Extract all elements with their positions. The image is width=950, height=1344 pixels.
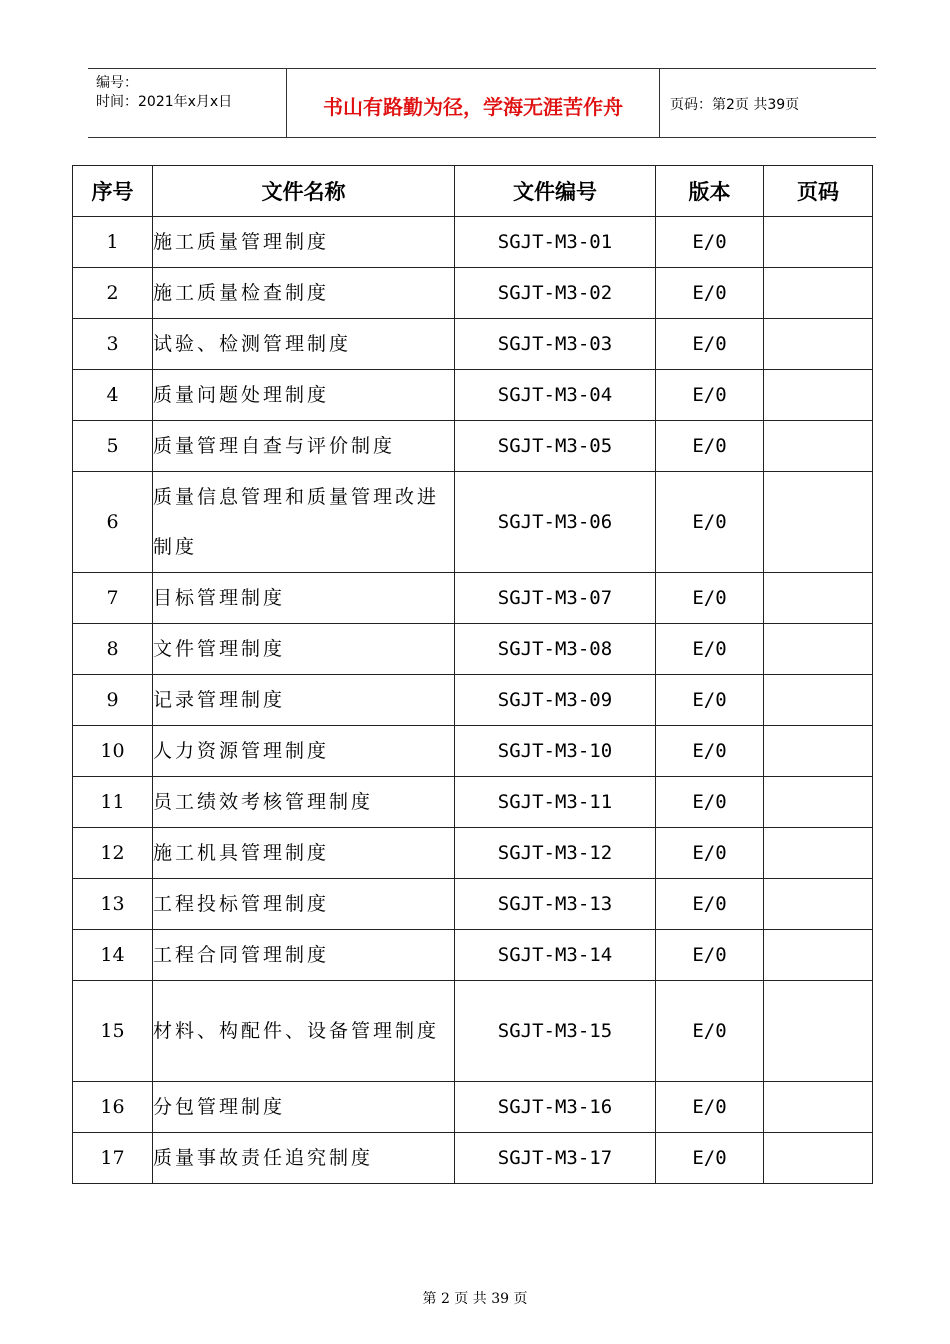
document-number-label: 编号： [96, 75, 138, 91]
row-file-code-cell: SGJT-M3-06 [455, 472, 656, 573]
column-header-version: 版本 [656, 166, 764, 217]
row-file-name-cell: 施工质量管理制度 [153, 217, 455, 268]
table-row [73, 573, 873, 624]
row-page-cell [764, 217, 873, 268]
row-version-cell: E/0 [656, 624, 764, 675]
column-header-file-name: 文件名称 [153, 166, 455, 217]
row-file-code-cell: SGJT-M3-01 [455, 217, 656, 268]
table-row [73, 624, 873, 675]
column-header-serial: 序号 [73, 166, 153, 217]
row-file-code-cell: SGJT-M3-10 [455, 726, 656, 777]
table-row [73, 675, 873, 726]
row-serial-cell: 5 [73, 421, 153, 472]
table-row [73, 981, 873, 1082]
row-file-code-cell: SGJT-M3-05 [455, 421, 656, 472]
header-motto: 书山有路勤为径，学海无涯苦作舟 [323, 95, 623, 119]
row-serial-cell: 8 [73, 624, 153, 675]
row-file-code-cell: SGJT-M3-15 [455, 981, 656, 1082]
row-serial-cell: 3 [73, 319, 153, 370]
table-row [73, 370, 873, 421]
row-version-cell: E/0 [656, 319, 764, 370]
row-serial-cell: 7 [73, 573, 153, 624]
row-version-cell: E/0 [656, 573, 764, 624]
table-row [73, 879, 873, 930]
header-meta-cell [88, 69, 287, 137]
table-body [73, 217, 873, 1184]
row-serial-cell: 2 [73, 268, 153, 319]
row-version-cell: E/0 [656, 675, 764, 726]
header-page-info: 页码：第2页 共39页 [670, 97, 800, 113]
row-file-code-cell: SGJT-M3-02 [455, 268, 656, 319]
document-time-label: 时间：2021年x月x日 [96, 94, 233, 110]
row-file-name-cell: 工程投标管理制度 [153, 879, 455, 930]
row-file-code-cell: SGJT-M3-12 [455, 828, 656, 879]
row-serial-cell: 17 [73, 1133, 153, 1184]
table-row [73, 1082, 873, 1133]
row-version-cell: E/0 [656, 879, 764, 930]
row-file-name-cell: 施工机具管理制度 [153, 828, 455, 879]
row-file-name-cell: 文件管理制度 [153, 624, 455, 675]
row-page-cell [764, 777, 873, 828]
row-file-name-cell: 材料、构配件、设备管理制度 [153, 981, 455, 1082]
row-version-cell: E/0 [656, 217, 764, 268]
row-serial-cell: 9 [73, 675, 153, 726]
row-file-name-cell: 施工质量检查制度 [153, 268, 455, 319]
row-file-code-cell: SGJT-M3-03 [455, 319, 656, 370]
row-file-name-cell: 分包管理制度 [153, 1082, 455, 1133]
row-file-name-cell: 质量管理自查与评价制度 [153, 421, 455, 472]
row-file-code-cell: SGJT-M3-17 [455, 1133, 656, 1184]
table-row [73, 1133, 873, 1184]
row-serial-cell: 13 [73, 879, 153, 930]
row-page-cell [764, 370, 873, 421]
table-row [73, 930, 873, 981]
column-header-page: 页码 [764, 166, 873, 217]
row-version-cell: E/0 [656, 930, 764, 981]
row-serial-cell: 1 [73, 217, 153, 268]
row-page-cell [764, 1133, 873, 1184]
row-page-cell [764, 726, 873, 777]
row-file-code-cell: SGJT-M3-16 [455, 1082, 656, 1133]
table-row [73, 319, 873, 370]
row-page-cell [764, 319, 873, 370]
table-row [73, 726, 873, 777]
row-version-cell: E/0 [656, 370, 764, 421]
row-page-cell [764, 1082, 873, 1133]
row-serial-cell: 6 [73, 472, 153, 573]
row-page-cell [764, 268, 873, 319]
row-page-cell [764, 675, 873, 726]
row-version-cell: E/0 [656, 726, 764, 777]
row-file-name-cell: 质量问题处理制度 [153, 370, 455, 421]
row-page-cell [764, 421, 873, 472]
header-page-cell [660, 69, 876, 137]
row-version-cell: E/0 [656, 981, 764, 1082]
table-row [73, 217, 873, 268]
row-serial-cell: 11 [73, 777, 153, 828]
row-file-code-cell: SGJT-M3-04 [455, 370, 656, 421]
table-row [73, 777, 873, 828]
table-row [73, 472, 873, 573]
row-page-cell [764, 573, 873, 624]
row-file-name-cell: 人力资源管理制度 [153, 726, 455, 777]
page-header [88, 68, 876, 138]
table-row [73, 268, 873, 319]
row-version-cell: E/0 [656, 268, 764, 319]
row-version-cell: E/0 [656, 421, 764, 472]
row-file-code-cell: SGJT-M3-07 [455, 573, 656, 624]
row-file-name-cell: 质量事故责任追究制度 [153, 1133, 455, 1184]
document-index-table [72, 165, 873, 1184]
row-version-cell: E/0 [656, 777, 764, 828]
column-header-file-code: 文件编号 [455, 166, 656, 217]
row-file-name-cell: 质量信息管理和质量管理改进制度 [153, 472, 455, 573]
row-version-cell: E/0 [656, 1082, 764, 1133]
row-file-code-cell: SGJT-M3-14 [455, 930, 656, 981]
row-file-name-cell: 员工绩效考核管理制度 [153, 777, 455, 828]
row-file-name-cell: 试验、检测管理制度 [153, 319, 455, 370]
row-serial-cell: 12 [73, 828, 153, 879]
row-file-code-cell: SGJT-M3-13 [455, 879, 656, 930]
row-serial-cell: 10 [73, 726, 153, 777]
row-page-cell [764, 828, 873, 879]
row-file-code-cell: SGJT-M3-11 [455, 777, 656, 828]
table-header-row [73, 166, 873, 217]
header-motto-cell [287, 69, 660, 137]
row-page-cell [764, 981, 873, 1082]
row-page-cell [764, 624, 873, 675]
row-file-name-cell: 目标管理制度 [153, 573, 455, 624]
row-file-name-cell: 记录管理制度 [153, 675, 455, 726]
row-serial-cell: 16 [73, 1082, 153, 1133]
row-file-code-cell: SGJT-M3-08 [455, 624, 656, 675]
row-version-cell: E/0 [656, 1133, 764, 1184]
table-row [73, 828, 873, 879]
row-version-cell: E/0 [656, 828, 764, 879]
row-page-cell [764, 472, 873, 573]
row-page-cell [764, 930, 873, 981]
row-serial-cell: 4 [73, 370, 153, 421]
row-file-name-cell: 工程合同管理制度 [153, 930, 455, 981]
row-serial-cell: 15 [73, 981, 153, 1082]
row-version-cell: E/0 [656, 472, 764, 573]
row-page-cell [764, 879, 873, 930]
page-footer: 第 2 页 共 39 页 [422, 1291, 528, 1307]
table-row [73, 421, 873, 472]
row-serial-cell: 14 [73, 930, 153, 981]
row-file-code-cell: SGJT-M3-09 [455, 675, 656, 726]
